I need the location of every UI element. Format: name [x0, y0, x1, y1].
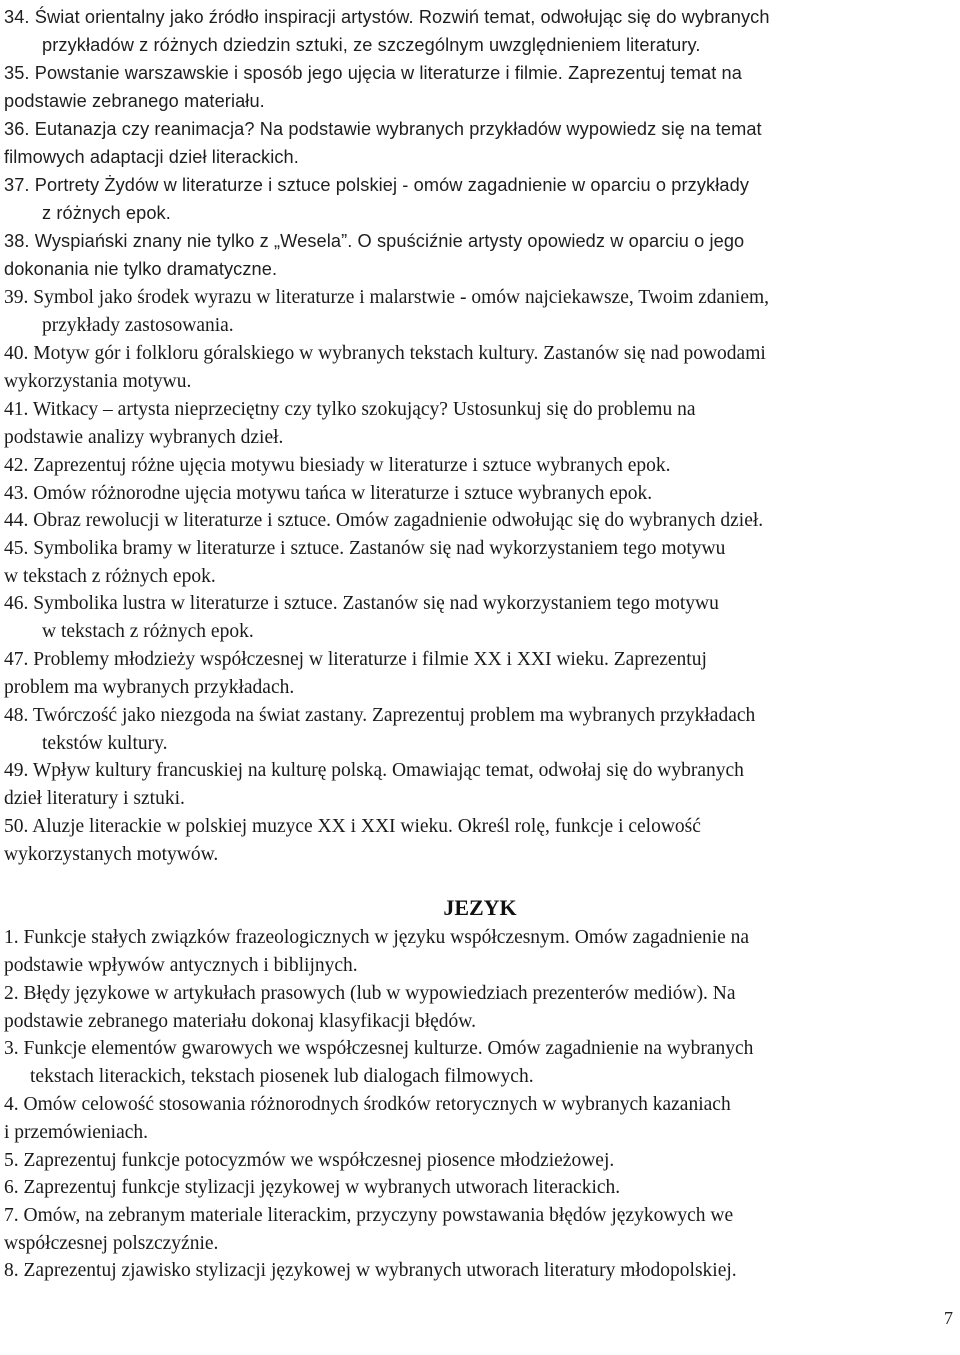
- topic-text-line1: Błędy językowe w artykułach prasowych (lub w wypowiedziach prezenterów mediów). Na: [23, 983, 736, 1004]
- topic-text-line1: Zaprezentuj różne ujęcia motywu biesiady w literaturze i sztuce wybranych epok.: [33, 455, 671, 476]
- topic-number: 37.: [4, 175, 30, 195]
- topic-text-line1: Witkacy – artysta nieprzeciętny czy tylko szokujący? Ustosunkuj się do problemu na: [32, 399, 696, 420]
- topic-item: [4, 340, 960, 395]
- topic-text-line2: w tekstach z różnych epok.: [42, 620, 254, 642]
- topic-text-line1: Motyw gór i folkloru góralskiego w wybranych tekstach kultury. Zastanów się nad powodami: [33, 343, 766, 364]
- topic-number: 44.: [4, 510, 29, 531]
- topic-number: 46.: [4, 593, 29, 614]
- topic-item: [4, 480, 960, 508]
- topic-item: [4, 284, 960, 339]
- topic-text-line2: filmowych adaptacji dzieł literackich.: [4, 146, 299, 167]
- topic-text-line1: Funkcje elementów gwarowych we współczesnej kulturze. Omów zagadnienie na wybranych: [23, 1038, 754, 1059]
- topic-item: [4, 590, 960, 645]
- topic-number: 50.: [4, 816, 29, 837]
- topic-text-line1: Zaprezentuj funkcje stylizacji językowej w wybranych utworach literackich.: [23, 1177, 621, 1198]
- topic-text-line2: przykładów z różnych dziedzin sztuki, ze szczególnym uwzględnieniem literatury.: [42, 34, 701, 55]
- topic-item: [4, 4, 960, 59]
- topic-text-line1: Obraz rewolucji w literaturze i sztuce. Omów zagadnienie odwołując się do wybranych dzieł.: [33, 510, 764, 531]
- topic-text-line1: Funkcje stałych związków frazeologicznych w języku współczesnym. Omów zagadnienie na: [23, 927, 750, 948]
- topic-item: [4, 452, 960, 480]
- topic-number: 40.: [4, 343, 29, 364]
- topic-text-line1: Aluzje literackie w polskiej muzyce XX i XXI wieku. Określ rolę, funkcje i celowość: [32, 816, 701, 837]
- topic-item: [4, 1257, 960, 1285]
- topic-text-line1: Powstanie warszawskie i sposób jego ujęcia w literaturze i filmie. Zaprezentuj temat na: [34, 63, 742, 83]
- topic-number: 49.: [4, 760, 29, 781]
- topic-number: 47.: [4, 649, 29, 670]
- topic-text-line2: w tekstach z różnych epok.: [4, 565, 216, 587]
- topic-text-line1: Portrety Żydów w literaturze i sztuce polskiej - omów zagadnienie w oparciu o przykłady: [34, 175, 750, 195]
- topic-item: [4, 980, 960, 1035]
- topic-text-line1: Symbolika lustra w literaturze i sztuce. Zastanów się nad wykorzystaniem tego motywu: [33, 593, 719, 614]
- topic-number: 45.: [4, 538, 29, 559]
- topic-item: [4, 535, 960, 590]
- topic-item: [4, 1147, 960, 1175]
- topic-item: [4, 1174, 960, 1202]
- topic-text-line1: Eutanazja czy reanimacja? Na podstawie wybranych przykładów wypowiedz się na temat: [34, 119, 762, 139]
- topic-number: 8.: [4, 1260, 19, 1281]
- topic-number: 34.: [4, 7, 30, 27]
- topic-number: 36.: [4, 119, 30, 139]
- topic-item: [4, 646, 960, 701]
- topic-item: [4, 60, 960, 115]
- topic-item: [4, 172, 960, 227]
- topic-number: 4.: [4, 1094, 19, 1115]
- section-heading: JEZYK: [443, 895, 517, 920]
- topic-text-line1: Omów różnorodne ujęcia motywu tańca w literaturze i sztuce wybranych epok.: [33, 483, 653, 504]
- topic-text-line2: wykorzystanych motywów.: [4, 843, 219, 865]
- topic-text-line2: problem ma wybranych przykładach.: [4, 676, 295, 698]
- topic-number: 5.: [4, 1150, 19, 1171]
- topic-item: [4, 1035, 960, 1090]
- topic-item: [4, 924, 960, 979]
- topic-text-line1: Omów, na zebranym materiale literackim, przyczyny powstawania błędów językowych we: [23, 1205, 734, 1226]
- topic-number: 43.: [4, 483, 29, 504]
- topic-item: [4, 228, 960, 283]
- topic-text-line2: dzieł literatury i sztuki.: [4, 787, 185, 809]
- topic-text-line2: współczesnej polszczyźnie.: [4, 1232, 219, 1254]
- topic-text-line1: Problemy młodzieży współczesnej w literaturze i filmie XX i XXI wieku. Zaprezentuj: [33, 649, 707, 670]
- topic-text-line1: Wyspiański znany nie tylko z „Wesela”. O spuściźnie artysty opowiedz w oparciu o jego: [34, 231, 745, 251]
- topic-item: [4, 116, 960, 171]
- topic-text-line2: i przemówieniach.: [4, 1121, 149, 1143]
- topic-item: [4, 396, 960, 451]
- topic-text-line1: Symbol jako środek wyrazu w literaturze i malarstwie - omów najciekawsze, Twoim zdaniem,: [33, 287, 770, 308]
- topic-text-line2: tekstach literackich, tekstach piosenek lub dialogach filmowych.: [30, 1065, 534, 1087]
- topic-number: 7.: [4, 1205, 19, 1226]
- topic-text-line1: Świat orientalny jako źródło inspiracji artystów. Rozwiń temat, odwołując się do wybranych: [34, 7, 770, 27]
- topic-item: [4, 757, 960, 812]
- topic-text-line2: tekstów kultury.: [42, 732, 168, 754]
- topic-number: 2.: [4, 983, 19, 1004]
- topic-number: 3.: [4, 1038, 19, 1059]
- topic-text-line1: Twórczość jako niezgoda na świat zastany. Zaprezentuj problem ma wybranych przykładach: [32, 705, 756, 726]
- topic-number: 6.: [4, 1177, 19, 1198]
- topic-text-line2: podstawie wpływów antycznych i biblijnych.: [4, 954, 358, 976]
- topic-text-line1: Omów celowość stosowania różnorodnych środków retorycznych w wybranych kazaniach: [23, 1094, 731, 1115]
- topic-text-line1: Wpływ kultury francuskiej na kulturę polską. Omawiając temat, odwołaj się do wybranych: [32, 760, 744, 781]
- topic-text-line1: Zaprezentuj funkcje potocyzmów we współczesnej piosence młodzieżowej.: [23, 1150, 615, 1171]
- topic-number: 1.: [4, 927, 19, 948]
- topic-text-line2: podstawie zebranego materiału dokonaj klasyfikacji błędów.: [4, 1010, 476, 1032]
- topic-text-line2: dokonania nie tylko dramatyczne.: [4, 258, 278, 279]
- topic-text-line2: podstawie zebranego materiału.: [4, 90, 265, 111]
- topic-text-line2: z różnych epok.: [42, 202, 171, 223]
- topic-number: 35.: [4, 63, 30, 83]
- topic-item: [4, 507, 960, 535]
- topic-text-line2: wykorzystania motywu.: [4, 370, 192, 392]
- page-number: 7: [944, 1308, 953, 1328]
- topic-text-line1: Zaprezentuj zjawisko stylizacji językowej w wybranych utworach literatury młodopolskiej.: [23, 1260, 737, 1281]
- topic-item: [4, 813, 960, 868]
- topic-text-line2: podstawie analizy wybranych dzieł.: [4, 426, 284, 448]
- topic-text-line1: Symbolika bramy w literaturze i sztuce. Zastanów się nad wykorzystaniem tego motywu: [33, 538, 726, 559]
- topic-number: 39.: [4, 287, 29, 308]
- topic-item: [4, 1202, 960, 1257]
- topic-number: 38.: [4, 231, 30, 251]
- topic-number: 41.: [4, 399, 29, 420]
- topic-item: [4, 1091, 960, 1146]
- topic-number: 42.: [4, 455, 29, 476]
- topic-item: [4, 702, 960, 757]
- topic-number: 48.: [4, 705, 29, 726]
- topic-text-line2: przykłady zastosowania.: [42, 314, 234, 336]
